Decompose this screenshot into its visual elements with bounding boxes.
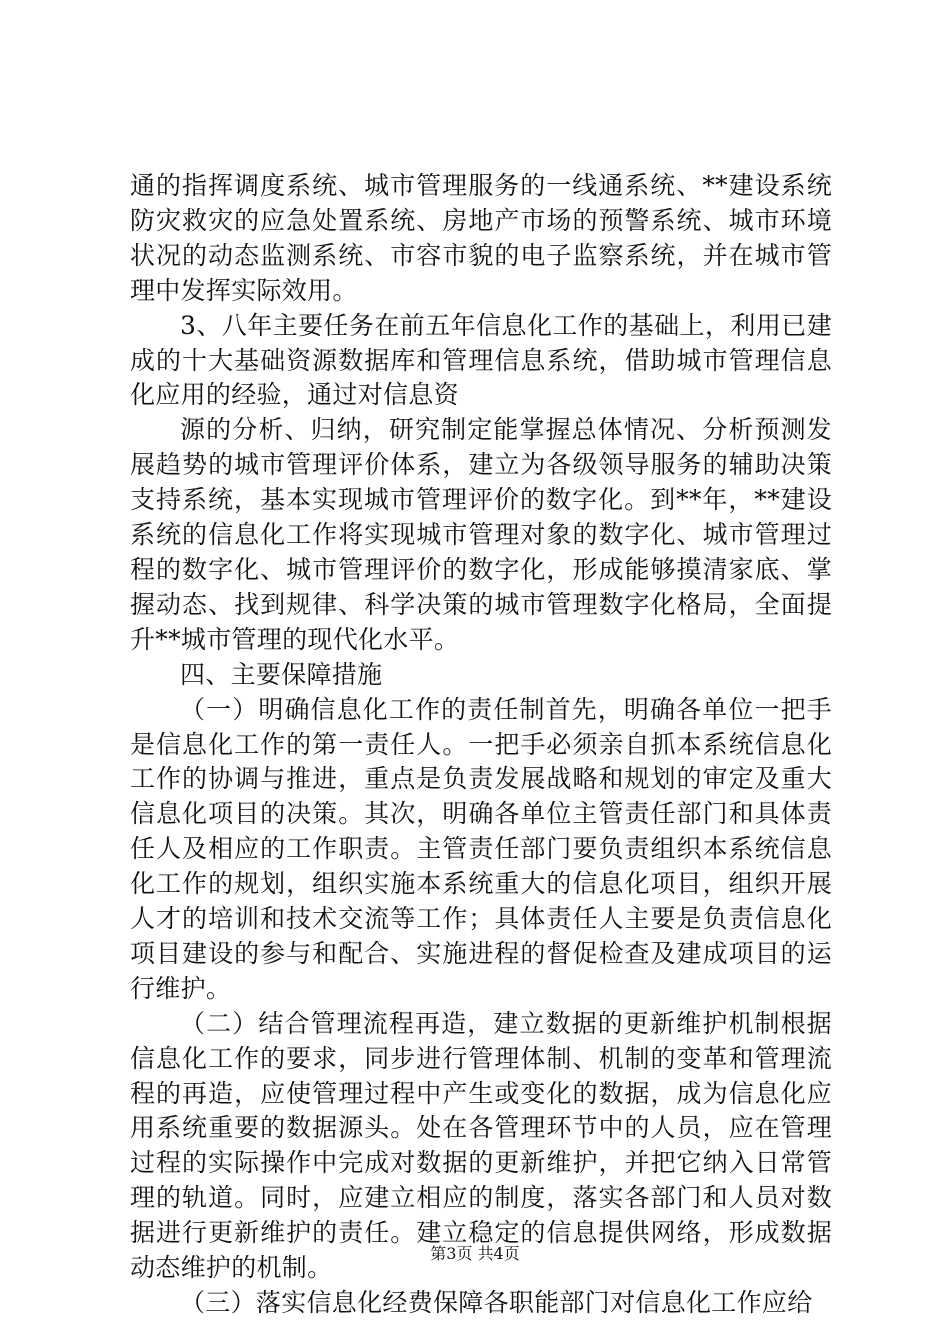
paragraph-6: （二）结合管理流程再造，建立数据的更新维护机制根据信息化工作的要求，同步进行管理体制、机制的变革和管理流程的再造，应使管理过程中产生或变化的数据，成为信息化应用系统重要的数据源头。处在各管理环节中的人员，应在管理过程的实际操作中完成对数据的更新维护，并把它纳入日常管理的轨道。同时，应建立相应的制度，落实各部门和人员对数据进行更新维护的责任。建立稳定的信息提供网络，形成数据动态维护的机制。 xyxy=(130,1008,832,1283)
paragraph-5: （一）明确信息化工作的责任制首先，明确各单位一把手是信息化工作的第一责任人。一把手必须亲自抓本系统信息化工作的协调与推进，重点是负责发展战略和规划的审定及重大信息化项目的决策。其次，明确各单位主管责任部门和具体责任人及相应的工作职责。主管责任部门要负责组织本系统信息化工作的规划，组织实施本系统重大的信息化项目，组织开展人才的培训和技术交流等工作；具体责任人主要是负责信息化项目建设的参与和配合、实施进程的督促检查及建成项目的运行维护。 xyxy=(130,694,832,1003)
paragraph-1: 通的指挥调度系统、城市管理服务的一线通系统、**建设系统防灾救灾的应急处置系统、房地产市场的预警系统、城市环境状况的动态监测系统、市容市貌的电子监察系统，并在城市管理中发挥实际效用。 xyxy=(130,171,832,305)
page-footer xyxy=(0,1244,950,1264)
page-number-label: 第3页 共4页 xyxy=(430,1244,520,1263)
paragraph-7: （三）落实信息化经费保障各职能部门对信息化工作应给 xyxy=(180,1288,813,1317)
section-heading: 四、主要保障措施 xyxy=(180,659,383,689)
document-body xyxy=(130,169,832,1321)
paragraph-2: 3、八年主要任务在前五年信息化工作的基础上，利用已建成的十大基础资源数据库和管理信息系统，借助城市管理信息化应用的经验，通过对信息资 xyxy=(130,310,832,410)
paragraph-3: 源的分析、归纳，研究制定能掌握总体情况、分析预测发展趋势的城市管理评价体系，建立为各级领导服务的辅助决策支持系统，基本实现城市管理评价的数字化。到**年，**建设系统的信息化工作将实现城市管理对象的数字化、城市管理过程的数字化、城市管理评价的数字化，形成能够摸清家底、掌握动态、找到规律、科学决策的城市管理数字化格局，全面提升**城市管理的现代化水平。 xyxy=(130,415,832,654)
